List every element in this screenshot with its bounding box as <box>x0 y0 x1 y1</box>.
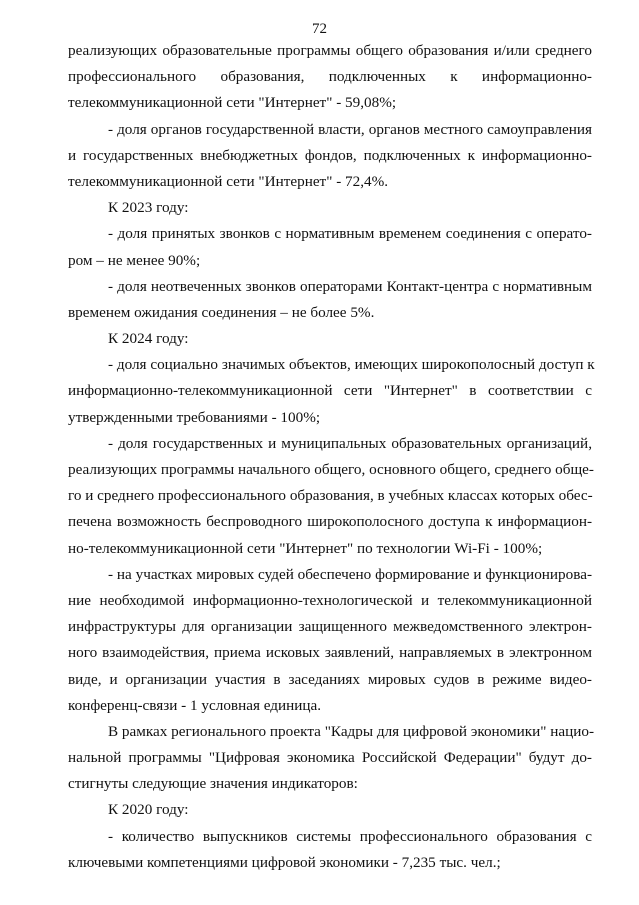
text-line: реализующих образовательные программы общего образования и/или среднего <box>68 42 592 59</box>
text-line: - доля государственных и муниципальных образовательных организаций, <box>108 434 592 452</box>
text-line: виде, и организации участия в заседаниях мировых судов в режиме видео- <box>68 670 592 688</box>
text-line: печена возможность беспроводного широкополосного доступа к информацион- <box>68 513 592 531</box>
text-line: но-телекоммуникационной сети "Интернет" по технологии Wi-Fi - 100%; <box>68 539 543 557</box>
text-line: конференц-связи - 1 условная единица. <box>68 696 322 714</box>
text-line: ключевыми компетенциями цифровой экономики - 7,235 тыс. чел.; <box>68 853 501 871</box>
text-line: телекоммуникационной сети "Интернет" - 72,4%. <box>68 172 389 190</box>
text-line: В рамках регионального проекта "Кадры для цифровой экономики" нацио- <box>108 722 595 740</box>
text-line: нальной программы "Цифровая экономика Российской Федерации" будут до- <box>68 749 592 767</box>
page-body-text <box>68 38 595 876</box>
page-number: 72 <box>312 21 327 37</box>
text-line: информационно-телекоммуникационной сети "Интернет" в соответствии с <box>68 382 592 400</box>
text-line: инфраструктуры для организации защищенного межведомственного электрон- <box>68 618 592 636</box>
text-line: - количество выпускников системы профессионального образования с <box>108 827 592 845</box>
text-line: ного взаимодействия, приема исковых заявлений, направляемых в электронном <box>68 644 592 662</box>
text-line: го и среднего профессионального образования, в учебных классах которых обес- <box>68 487 593 505</box>
text-line: К 2020 году: <box>108 801 189 819</box>
text-line: - на участках мировых судей обеспечено формирование и функционирова- <box>108 565 592 583</box>
text-line: ние необходимой информационно-технологической и телекоммуникационной <box>68 591 592 609</box>
text-line: - доля органов государственной власти, органов местного самоуправления <box>108 120 592 138</box>
text-line: стигнуты следующие значения индикаторов: <box>68 775 358 793</box>
text-line: реализующих программы начального общего, основного общего, среднего обще- <box>68 461 594 478</box>
text-line: профессионального образования, подключенных к информационно- <box>68 68 592 86</box>
text-line: утвержденными требованиями - 100%; <box>68 408 321 426</box>
text-line: - доля социально значимых объектов, имеющих широкополосный доступ к <box>108 356 595 374</box>
text-line: телекоммуникационной сети "Интернет" - 59,08%; <box>68 94 397 112</box>
text-line: - доля принятых звонков с нормативным временем соединения с операто- <box>108 225 592 243</box>
text-line: ром – не менее 90%; <box>68 251 201 269</box>
text-line: К 2024 году: <box>108 330 189 348</box>
text-line: и государственных внебюджетных фондов, подключенных к информационно- <box>68 146 592 164</box>
text-line: временем ожидания соединения – не более 5%. <box>68 303 375 321</box>
text-line: - доля неотвеченных звонков операторами Контакт-центра с нормативным <box>108 277 592 295</box>
text-line: К 2023 году: <box>108 199 189 217</box>
